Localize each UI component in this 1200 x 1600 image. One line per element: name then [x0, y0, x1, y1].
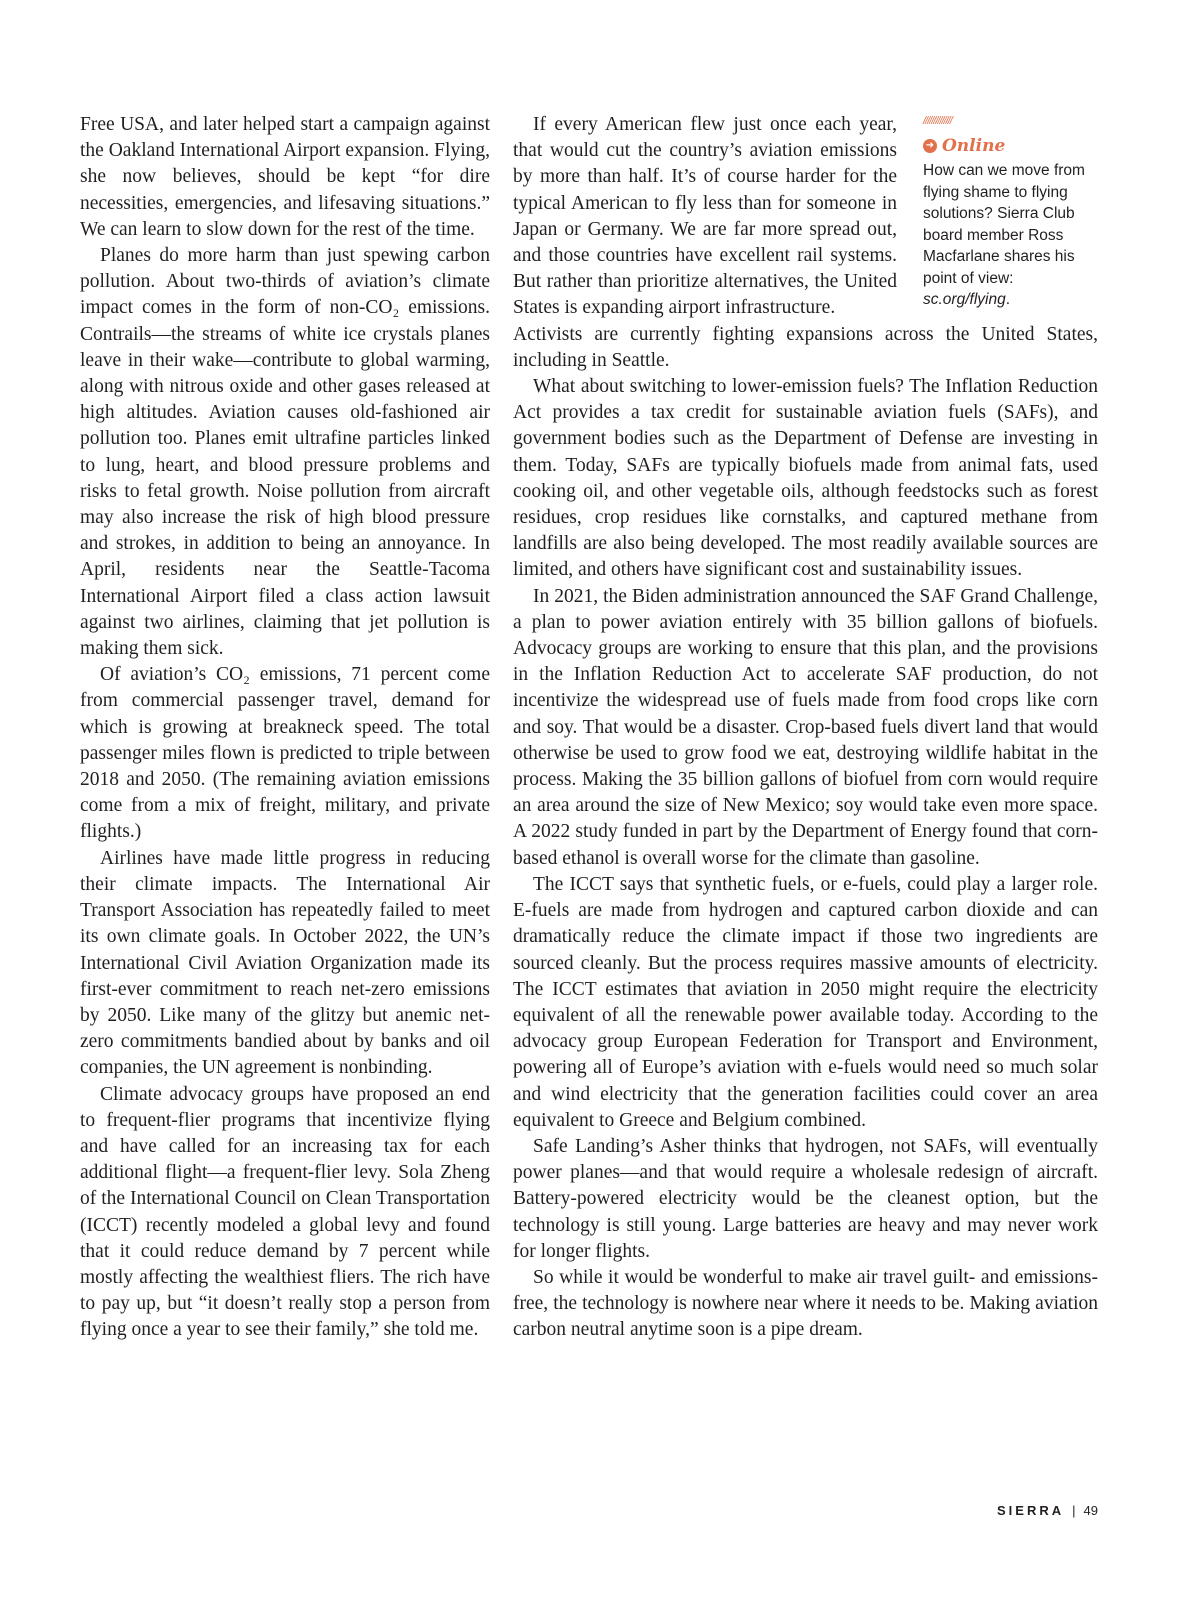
- sidebar-text: [923, 160, 1103, 311]
- paragraph: The ICCT says that synthetic fuels, or e-fuels, could play a larger role. E-fuels are made from hydrogen and captured carbon dioxide and can dramatically reduce the climate impact if those two ingredients are sourced cleanly. But the process requires massive amounts of electricity. The ICCT estimates that aviation in 2050 might require the electricity equivalent of all the renewable power available today. According to the advocacy group European Federation for Transport and Environment, powering all of Europe’s aviation with e-fuels would need so much solar and wind electricity that the generation facilities could cover an area equivalent to Greece and Belgium combined.: [513, 873, 1098, 1131]
- online-heading: [923, 136, 1103, 156]
- online-arrow-icon: ➜: [923, 139, 937, 153]
- paragraph: In 2021, the Biden administration announced the SAF Grand Challenge, a plan to power aviation entirely with 35 billion gallons of biofuels. Advocacy groups are working to ensure that this plan, and the provisions in the Inflation Reduction Act to accelerate SAF production, do not incentivize the widespread use of fuels made from food crops like corn and soy. That would be a disaster. Crop-based fuels divert land that would otherwise be used to grow food we eat, destroying wildlife habitat in the process. Making the 35 billion gallons of biofuel from corn would require an area around the size of New Mexico; soy would take even more space. A 2022 study funded in part by the Department of Energy found that corn-based ethanol is overall worse for the climate than gasoline.: [513, 585, 1098, 869]
- paragraph: Planes do more harm than just spewing carbon pollution. About two-thirds of aviation’s climate impact comes in the form of non-CO₂ emissions. Contrails—the streams of white ice crystals planes leave in their wake—contribute to global warming, along with nitrous oxide and other gases released at high altitudes. Aviation causes old-fashioned air pollution too. Planes emit ultrafine particles linked to lung, heart, and blood pressure problems and risks to fetal growth. Noise pollution from aircraft may also increase the risk of high blood pressure and strokes, in addition to being an annoyance. In April, residents near the Seattle-Tacoma International Airport filed a class action lawsuit against two airlines, claiming that jet pollution is making them sick.: [80, 245, 490, 660]
- paragraph-intro-continued: Activists are currently fighting expansions across the United States, including in Seattle.: [513, 323, 1098, 371]
- page-footer: [997, 1503, 1098, 1518]
- paragraph-intro: If every American flew just once each year, that would cut the country’s aviation emissions by more than half. It’s of course harder for the typical American to fly less than for someone in Japan or Germany. We are far more spread out, and those countries have excellent rail systems. But rather than prioritize alternatives, the United States is expanding airport infrastructure.: [513, 114, 897, 319]
- paragraph: Free USA, and later helped start a campaign against the Oakland International Airport expansion. Flying, she now believes, should be kept “for dire necessities, emergencies, and lifesaving situations.” We can learn to slow down for the rest of the time.: [80, 114, 490, 240]
- footer-separator: |: [1072, 1503, 1076, 1518]
- online-sidebar: [923, 114, 1103, 311]
- paragraph: So while it would be wonderful to make air travel guilt- and emissions-free, the technology is nowhere near where it needs to be. Making aviation carbon neutral anytime soon is a pipe dream.: [513, 1266, 1098, 1341]
- page-number: 49: [1083, 1503, 1098, 1518]
- sidebar-link[interactable]: sc.org/flying: [923, 291, 1006, 308]
- decorative-slashes: //////////////: [923, 115, 952, 127]
- online-title: Online: [942, 136, 1006, 156]
- paragraph: Climate advocacy groups have proposed an end to frequent-flier programs that incentivize flying and have called for an increasing tax for each additional flight—a frequent-flier levy. Sola Zheng of the International Council on Clean Transportation (ICCT) recently modeled a global levy and found that it could reduce demand by 7 percent while mostly affecting the wealthiest fliers. The rich have to pay up, but “it doesn’t really stop a person from flying once a year to see their family,” she told me.: [80, 1083, 490, 1341]
- magazine-name: SIERRA: [997, 1503, 1065, 1518]
- paragraph: Airlines have made little progress in reducing their climate impacts. The International Air Transport Association has repeatedly failed to meet its own climate goals. In October 2022, the UN’s International Civil Aviation Organization made its first-ever commitment to reach net-zero emissions by 2050. Like many of the glitzy but anemic net-zero commitments bandied about by banks and oil companies, the UN agreement is nonbinding.: [80, 847, 490, 1079]
- paragraph: Of aviation’s CO₂ emissions, 71 percent come from commercial passenger travel, demand for which is growing at breakneck speed. The total passenger miles flown is predicted to triple between 2018 and 2050. (The remaining aviation emissions come from a mix of freight, military, and private flights.): [80, 664, 490, 843]
- sidebar-end: .: [1005, 291, 1011, 308]
- paragraph: What about switching to lower-emission fuels? The Inflation Reduction Act provides a tax credit for sustainable aviation fuels (SAFs), and government bodies such as the Department of Defense are investing in them. Today, SAFs are typically biofuels made from animal fats, used cooking oil, and other vegetable oils, although feedstocks such as forest residues, crop residues like cornstalks, and captured methane from landfills are also being developed. The most readily available sources are limited, and others have significant cost and sustainability issues.: [513, 376, 1098, 581]
- paragraph: Safe Landing’s Asher thinks that hydrogen, not SAFs, will eventually power planes—and that would require a wholesale redesign of aircraft. Battery-powered electricity would be the cleanest option, but the technology is still young. Large batteries are heavy and may never work for longer flights.: [513, 1135, 1098, 1262]
- sidebar-body: How can we move from flying shame to flying solutions? Sierra Club board member Ross Macfarlane shares his point of view:: [923, 162, 1085, 287]
- left-column: [80, 112, 490, 1344]
